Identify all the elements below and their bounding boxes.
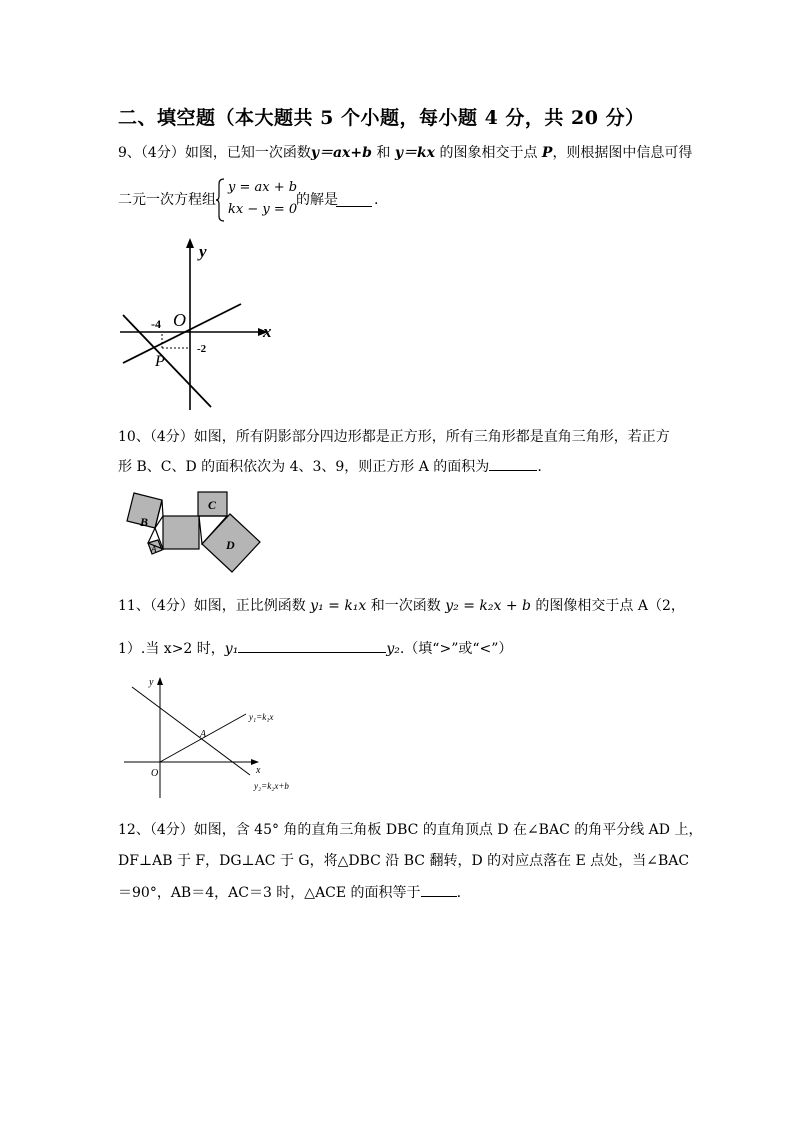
- section-title: 二、填空题（本大题共 5 个小题，每小题 4 分，共 20 分）: [118, 107, 645, 129]
- q12-end: .: [456, 885, 462, 901]
- x-label: x: [263, 322, 272, 341]
- q9-equation-1: y = ax + b: [228, 180, 298, 195]
- q11-suffix: 的图像相交于点 A（2，: [530, 598, 685, 614]
- q9-point-p: P: [541, 145, 553, 161]
- q11-line2-prefix: 1）.当 x>2 时，: [118, 641, 225, 657]
- q9-prefix: 9、（4分）如图，已知一次函数: [118, 145, 311, 161]
- q9-mid2: 的图象相交于点: [435, 145, 542, 161]
- y-label: y: [149, 677, 154, 688]
- tick-x-label: -4: [151, 317, 161, 331]
- q9-formula-1: y＝ax+b: [310, 145, 372, 161]
- q9-suffix: ，则根据图中信息可得: [552, 145, 693, 161]
- y-arrow-icon: [157, 677, 163, 685]
- q9-formula-2: y＝kx: [394, 145, 435, 161]
- q11-line1: [118, 596, 685, 616]
- q9-equation-2: kx − y = 0: [228, 202, 298, 217]
- q9-system-prefix: 二元一次方程组: [118, 192, 216, 208]
- label-d: D: [226, 538, 235, 552]
- q11-answer-blank: [238, 638, 386, 653]
- q10-line2-text: 形 B、C、D 的面积依次为 4、3、9，则正方形 A 的面积为: [118, 459, 490, 475]
- system-brace-icon: [216, 178, 226, 222]
- origin-label: O: [173, 310, 186, 330]
- origin-label: O: [151, 768, 159, 779]
- q9-end: .: [374, 192, 379, 208]
- y-label: y: [199, 242, 207, 261]
- q11-graph: [118, 672, 318, 802]
- q11-equation-1: y₁ = k₁x: [310, 598, 367, 614]
- q10-line1: 10、（4分）如图，所有阴影部分四边形都是正方形，所有三角形都是直角三角形，若正方: [118, 429, 670, 445]
- q11-y1: y₁: [224, 641, 239, 657]
- q9-line1: [118, 143, 692, 163]
- q10-figure: [118, 486, 268, 581]
- label-a: A: [151, 544, 157, 554]
- q12-line1: 12、（4分）如图，含 45° 角的直角三角板 DBC 的直角顶点 D 在∠BAC 的角平分线 AD 上，: [118, 822, 703, 838]
- q12-line2: DF⊥AB 于 F，DG⊥AC 于 G，将△DBC 沿 BC 翻转，D 的对应点落在 E 点处，当∠BAC: [118, 853, 690, 869]
- q11-line2-suffix: .（填“>”或“<”）: [399, 641, 513, 657]
- q11-mid: 和一次函数: [366, 598, 446, 614]
- x-label: x: [256, 765, 261, 776]
- q9-system-suffix: 的解是: [296, 192, 338, 208]
- q9-mid1: 和: [371, 145, 395, 161]
- q10-end: .: [537, 459, 542, 475]
- p-label: P: [155, 353, 165, 370]
- q9-graph: [115, 235, 275, 415]
- line-ax-plus-b: [123, 315, 211, 407]
- q12-line3: [118, 882, 461, 903]
- q11-line2: [118, 638, 512, 659]
- q10-answer-blank: [489, 456, 537, 471]
- tick-y-label: -2: [197, 343, 207, 355]
- line-y2-label: y₂=k₂x+b: [254, 781, 289, 791]
- q9-answer-blank: [336, 192, 372, 207]
- q12-line3-text: ＝90°，AB＝4，AC＝3 时，△ACE 的面积等于: [118, 885, 421, 901]
- q11-prefix: 11、（4分）如图，正比例函数: [118, 598, 311, 614]
- y-arrow-icon: [186, 238, 194, 248]
- q10-line2: [118, 456, 542, 477]
- label-c: C: [208, 498, 217, 512]
- q11-y2: y₂: [386, 641, 400, 657]
- line-y1-label: y₁=k₁x: [249, 712, 274, 722]
- q12-answer-blank: [421, 882, 457, 897]
- q11-equation-2: y₂ = k₂x + b: [445, 598, 531, 614]
- point-a-label: A: [200, 729, 207, 740]
- label-b: B: [140, 515, 149, 529]
- square-center: [163, 516, 199, 549]
